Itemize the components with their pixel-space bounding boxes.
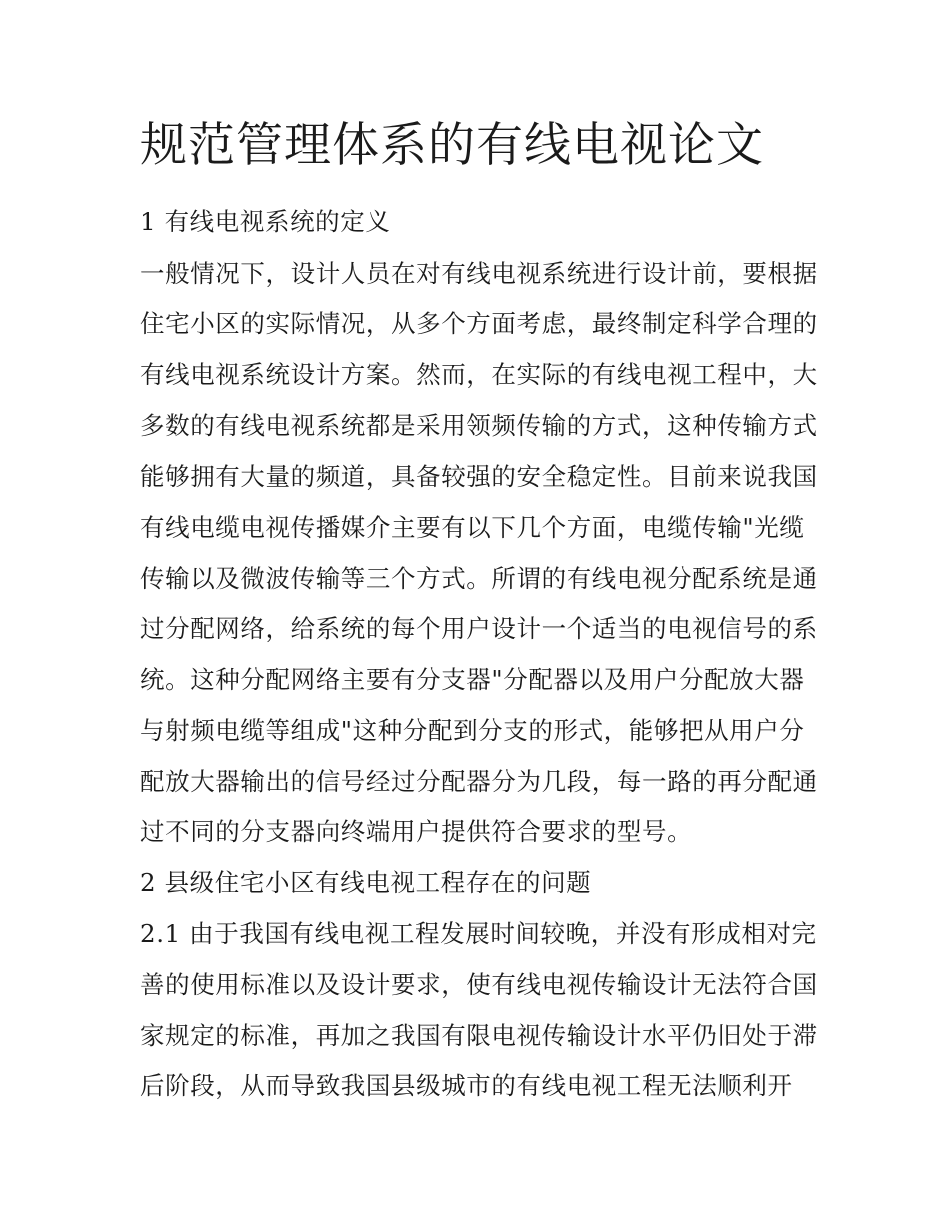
paragraph-line: 过分配网络，给系统的每个用户设计一个适当的电视信号的系: [140, 614, 818, 643]
paragraph-line: 一般情况下，设计人员在对有线电视系统进行设计前，要根据: [140, 259, 818, 288]
paragraph-line: 统。这种分配网络主要有分支器"分配器以及用户分配放大器: [140, 665, 805, 694]
document-title: 规范管理体系的有线电视论文: [140, 118, 764, 173]
paragraph-line: 多数的有线电视系统都是采用领频传输的方式，这种传输方式: [140, 411, 818, 440]
paragraph-line: 家规定的标准，再加之我国有限电视传输设计水平仍旧处于滞: [140, 1021, 818, 1050]
paragraph-line: 过不同的分支器向终端用户提供符合要求的型号。: [140, 817, 693, 846]
paragraph-line: 有线电视系统设计方案。然而，在实际的有线电视工程中，大: [140, 360, 818, 389]
paragraph-line: 有线电缆电视传播媒介主要有以下几个方面，电缆传输"光缆: [140, 513, 805, 542]
paragraph-line: 2.1 由于我国有线电视工程发展时间较晚，并没有形成相对完: [140, 919, 817, 948]
paragraph-line: 传输以及微波传输等三个方式。所谓的有线电视分配系统是通: [140, 564, 818, 593]
paragraph-line: 住宅小区的实际情况，从多个方面考虑，最终制定科学合理的: [140, 309, 818, 338]
paragraph-line: 配放大器输出的信号经过分配器分为几段，每一路的再分配通: [140, 767, 818, 796]
section-heading-2: 2 县级住宅小区有线电视工程存在的问题: [140, 868, 592, 897]
paragraph-line: 能够拥有大量的频道，具备较强的安全稳定性。目前来说我国: [140, 462, 818, 491]
section-heading-1: 1 有线电视系统的定义: [140, 207, 391, 236]
paragraph-line: 后阶段，从而导致我国县级城市的有线电视工程无法顺利开: [140, 1071, 793, 1100]
paragraph-line: 与射频电缆等组成"这种分配到分支的形式，能够把从用户分: [140, 716, 805, 745]
paragraph-line: 善的使用标准以及设计要求，使有线电视传输设计无法符合国: [140, 970, 818, 999]
